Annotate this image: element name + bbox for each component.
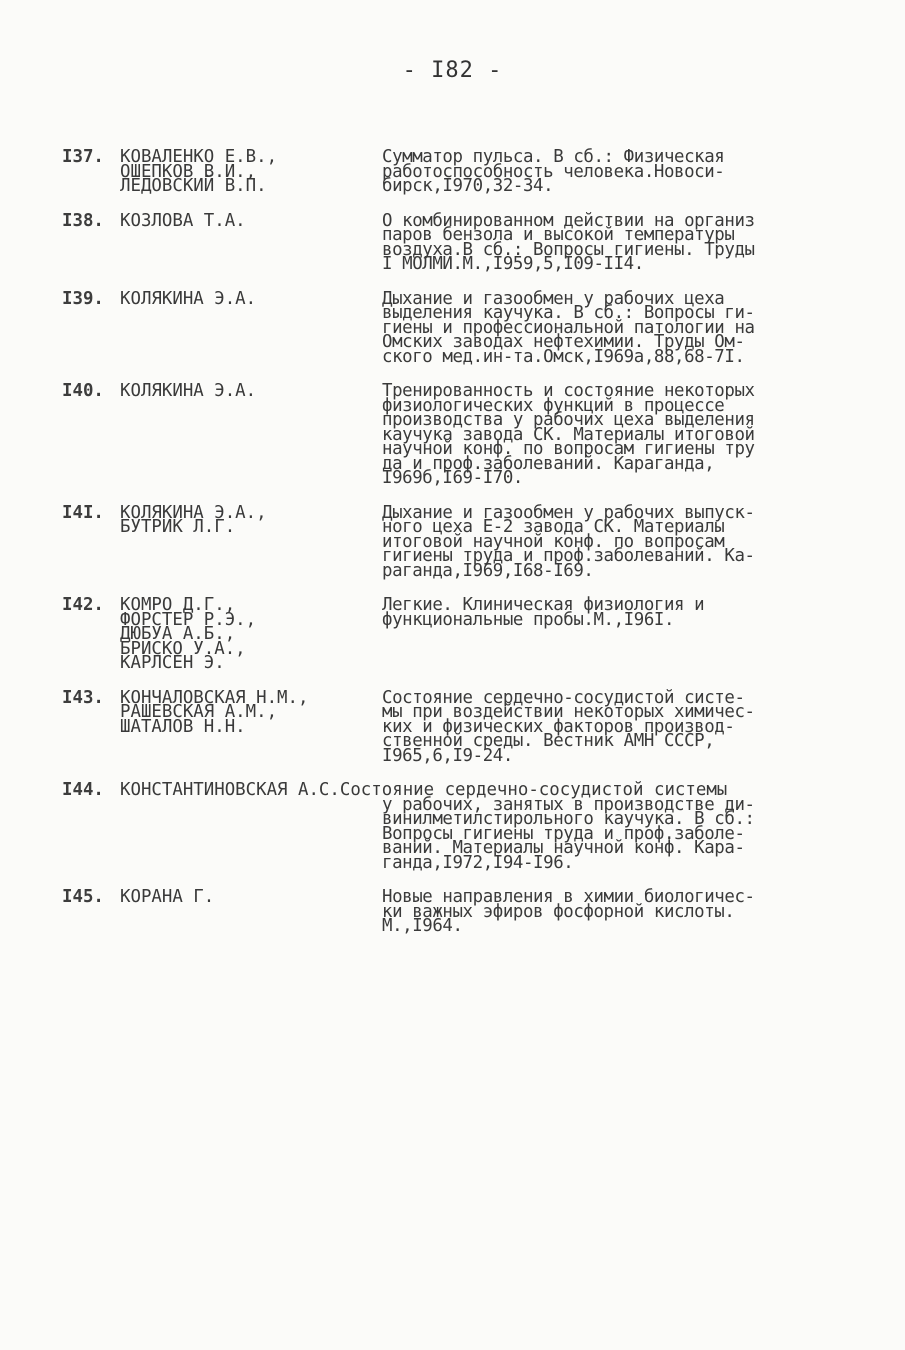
description-line: итоговой научной конф. по вопросам <box>382 531 725 552</box>
entry-description <box>382 794 862 873</box>
description-line: функциональные пробы.М.,I96I. <box>382 609 675 630</box>
entry-number: I37. <box>62 147 104 167</box>
description-line: I965,6,I9-24. <box>382 745 513 766</box>
entry-139 <box>62 288 862 367</box>
description-line: выделения каучука. В сб.: Вопросы ги- <box>382 303 755 323</box>
author: БРИСКО У.А., <box>120 638 246 659</box>
entry-description <box>382 147 862 196</box>
description-line: ного цеха Е-2 завода СК. Материалы <box>382 517 725 537</box>
entry-authors <box>120 147 382 196</box>
description-line: у рабочих, занятых в производстве ди- <box>382 794 755 815</box>
entry-142 <box>62 595 862 673</box>
entry-authors <box>120 687 382 764</box>
entry-number: I43. <box>62 687 104 708</box>
author: КАРЛСЕН Э. <box>120 653 225 673</box>
entry-authors <box>120 595 382 673</box>
description-line: паров бензола и высокой температуры <box>382 225 735 245</box>
entry-number: I4I. <box>62 502 104 523</box>
author: ДЮБУА А.Б., <box>120 624 236 644</box>
description-line: ственной среды. Вестник АМН СССР, <box>382 731 715 751</box>
entry-authors <box>120 210 382 272</box>
entry-description <box>382 502 862 581</box>
author: ЛЕДОВСКИЙ В.П. <box>120 176 267 196</box>
entry-authors <box>120 502 382 579</box>
description-line: М.,I964. <box>382 916 463 936</box>
bibliography-list <box>62 147 862 954</box>
entry-138 <box>62 210 862 274</box>
entry-number: I42. <box>62 595 104 615</box>
author: КОНСТАНТИНОВСКАЯ А.С.Состояние сердечно-сосудистой системы <box>120 780 728 800</box>
entry-authors <box>120 288 382 365</box>
description-line: физиологических функций в процессе <box>382 395 725 416</box>
author: КОВАЛЕНКО Е.В., <box>120 147 278 167</box>
author: КОНЧАЛОВСКАЯ Н.М., <box>120 687 309 708</box>
description-line: Тренированность и состояние некоторых <box>382 381 755 401</box>
description-line: производства у рабочих цеха выделения <box>382 410 755 430</box>
entry-description <box>382 288 862 367</box>
entry-145 <box>62 887 862 936</box>
entry-141 <box>62 502 862 581</box>
author: КОЗЛОВА Т.А. <box>120 210 246 231</box>
author: КОМРО Д.Г., <box>120 595 236 615</box>
author: КОЛЯКИНА Э.А., <box>120 502 267 523</box>
description-line: I969б,I69-I70. <box>382 468 523 488</box>
description-line: Дыхание и газообмен у рабочих цеха <box>382 288 725 309</box>
description-line: ского мед.ин-та.Омск,I969а,88,68-7I. <box>382 346 745 367</box>
author: КОЛЯКИНА Э.А. <box>120 288 257 309</box>
entry-137 <box>62 147 862 196</box>
entry-description <box>382 595 862 671</box>
entry-description <box>382 887 862 936</box>
description-line: ки важных эфиров фосфорной кислоты. <box>382 901 735 922</box>
description-line: I МОЛМИ.М.,I959,5,I09-II4. <box>382 254 644 274</box>
entry-description <box>382 687 862 766</box>
entry-number: I44. <box>62 780 104 800</box>
entry-number: I38. <box>62 210 104 231</box>
description-line: работоспособность человека.Новоси- <box>382 161 725 182</box>
description-line: Легкие. Клиническая физиология и <box>382 595 705 615</box>
author: ФОРСТЕР Р.Э., <box>120 609 257 630</box>
entry-143 <box>62 687 862 766</box>
author: КОЛЯКИНА Э.А. <box>120 381 257 401</box>
description-line: Новые направления в химии биологичес- <box>382 887 755 907</box>
author: БУТРИК Л.Г. <box>120 517 236 537</box>
description-line: воздуха.В сб.: Вопросы гигиены. Труды <box>382 239 755 260</box>
description-line: Дыхание и газообмен у рабочих выпуск- <box>382 502 755 523</box>
description-line: мы при воздействии некоторых химичес- <box>382 702 755 722</box>
description-line: раганда,I969,I68-I69. <box>382 560 594 581</box>
entry-authors <box>120 887 382 934</box>
entry-140 <box>62 381 862 488</box>
description-line: винилметилстирольного каучука. В сб.: <box>382 809 755 829</box>
description-line: Вопросы гигиены труда и проф.заболе- <box>382 823 745 844</box>
description-line: каучука завода СК. Материалы итоговой <box>382 424 755 445</box>
entry-description <box>382 381 862 488</box>
entry-authors <box>120 381 382 486</box>
description-line: Сумматор пульса. В сб.: Физическая <box>382 147 725 167</box>
entry-number: I45. <box>62 887 104 907</box>
entry-number: I40. <box>62 381 104 401</box>
description-line: О комбинированном действии на организ <box>382 210 755 231</box>
author: ОШЕПКОВ В.И., <box>120 161 257 182</box>
description-line: научной конф. по вопросам гигиены тру <box>382 439 755 459</box>
description-line: Омских заводах нефтехимии. Труды Ом- <box>382 332 745 352</box>
description-line: Состояние сердечно-сосудистой систе- <box>382 687 745 708</box>
description-line: ких и физических факторов производ- <box>382 716 735 737</box>
author: ШАТАЛОВ Н.Н. <box>120 716 246 737</box>
description-line: гиены и профессиональной патологии на <box>382 317 755 338</box>
description-line: бирск,I970,32-34. <box>382 176 554 196</box>
description-line: да и проф.заболеваний. Караганда, <box>382 453 715 474</box>
entry-number: I39. <box>62 288 104 309</box>
description-line: гигиены труда и проф.заболеваний. Ка- <box>382 546 755 566</box>
entry-144 <box>62 780 862 873</box>
description-line: ваний. Материалы научной конф. Кара- <box>382 838 745 858</box>
entry-description <box>382 210 862 274</box>
author: КОРАНА Г. <box>120 887 215 907</box>
author: РАШЕВСКАЯ А.М., <box>120 702 278 722</box>
description-line: ганда,I972,I94-I96. <box>382 852 574 873</box>
page-number: - I82 - <box>402 58 503 83</box>
